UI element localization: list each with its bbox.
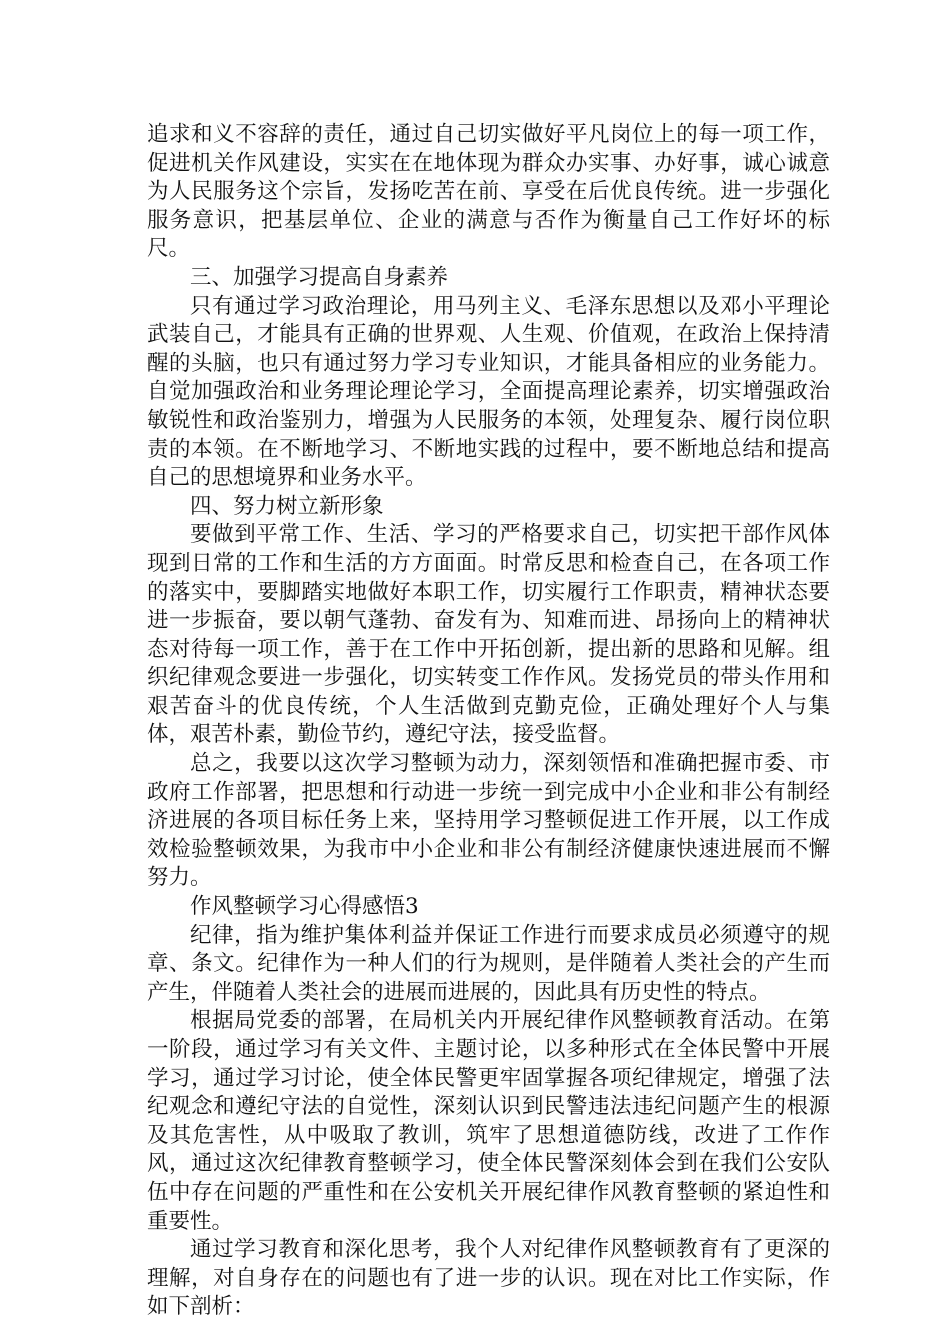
- section-heading: 作风整顿学习心得感悟3: [190, 894, 419, 920]
- body-paragraph: 通过学习教育和深化思考，我个人对纪律作风整顿教育有了更深的理解，对自身存在的问题也有了进一步的认识。现在对比工作实际，作如下剖析：: [147, 1237, 830, 1320]
- body-paragraph: 追求和义不容辞的责任，通过自己切实做好平凡岗位上的每一项工作，促进机关作风建设，实实在在地体现为群众办实事、办好事，诚心诚意为人民服务这个宗旨，发扬吃苦在前、享受在后优良传统。进一步强化服务意识，把基层单位、企业的满意与否作为衡量自己工作好坏的标尺。: [147, 122, 830, 262]
- section-heading: 三、加强学习提高自身素养: [190, 264, 449, 290]
- document-body: [147, 121, 830, 1322]
- section-heading: 四、努力树立新形象: [190, 493, 384, 519]
- body-paragraph: 只有通过学习政治理论，用马列主义、毛泽东思想以及邓小平理论武装自己，才能具有正确的世界观、人生观、价值观，在政治上保持清醒的头脑，也只有通过努力学习专业知识，才能具备相应的业务能力。自觉加强政治和业务理论理论学习，全面提高理论素养，切实增强政治敏锐性和政治鉴别力，增强为人民服务的本领，处理复杂、履行岗位职责的本领。在不断地学习、不断地实践的过程中，要不断地总结和提高自己的思想境界和业务水平。: [147, 293, 830, 491]
- body-paragraph: 根据局党委的部署，在局机关内开展纪律作风整顿教育活动。在第一阶段，通过学习有关文件、主题讨论，以多种形式在全体民警中开展学习，通过学习讨论，使全体民警更牢固掌握各项纪律规定，增强了法纪观念和遵纪守法的自觉性，深刻认识到民警违法违纪问题产生的根源及其危害性，从中吸取了教训，筑牢了思想道德防线，改进了工作作风，通过这次纪律教育整顿学习，使全体民警深刻体会到在我们公安队伍中存在问题的严重性和在公安机关开展纪律作风教育整顿的紧迫性和重要性。: [147, 1008, 830, 1234]
- body-paragraph: 要做到平常工作、生活、学习的严格要求自己，切实把干部作风体现到日常的工作和生活的方方面面。时常反思和检查自己，在各项工作的落实中，要脚踏实地做好本职工作，切实履行工作职责，精神状态要进一步振奋，要以朝气蓬勃、奋发有为、知难而进、昂扬向上的精神状态对待每一项工作，善于在工作中开拓创新，提出新的思路和见解。组织纪律观念要进一步强化，切实转变工作作风。发扬党员的带头作用和艰苦奋斗的优良传统，个人生活做到克勤克俭，正确处理好个人与集体，艰苦朴素，勤俭节约，遵纪守法，接受监督。: [147, 522, 830, 748]
- body-paragraph: 纪律，指为维护集体利益并保证工作进行而要求成员必须遵守的规章、条文。纪律作为一种人们的行为规则，是伴随着人类社会的产生而产生，伴随着人类社会的进展而进展的，因此具有历史性的特点。: [147, 922, 830, 1005]
- body-paragraph: 总之，我要以这次学习整顿为动力，深刻领悟和准确把握市委、市政府工作部署，把思想和行动进一步统一到完成中小企业和非公有制经济进展的各项目标任务上来，坚持用学习整顿促进工作开展，以工作成效检验整顿效果，为我市中小企业和非公有制经济健康快速进展而不懈努力。: [147, 751, 830, 891]
